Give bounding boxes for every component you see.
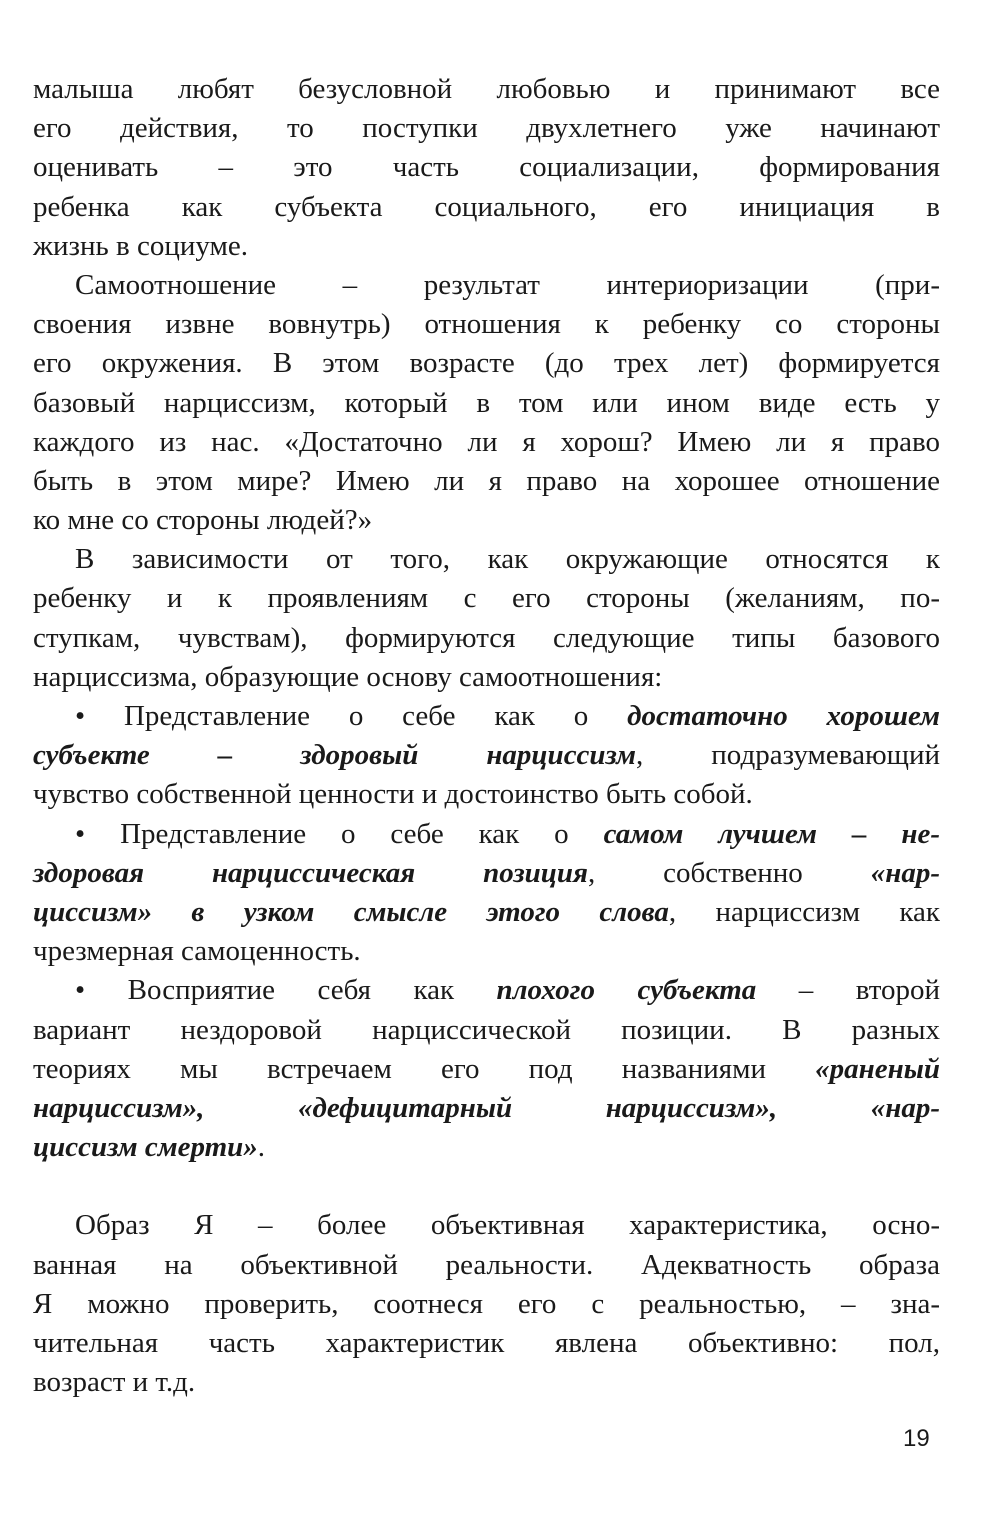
text-span: ванная на объективной реальности. Адекватность образа — [33, 1248, 940, 1281]
text-line — [33, 1324, 940, 1363]
text-span: ко мне со стороны людей?» — [33, 504, 373, 537]
text-span: ступкам, чувствам), формируются следующие типы базового — [33, 621, 940, 654]
text-span: Я можно проверить, соотнеся его с реальностью, – зна- — [33, 1287, 940, 1320]
text-line — [33, 658, 940, 697]
text-span: Самоотношение – результат интериоризации (при- — [75, 268, 940, 301]
text-line — [33, 1246, 940, 1285]
text-span: В зависимости от того, как окружающие относятся к — [75, 543, 940, 576]
text-span: чувство собственной ценности и достоинство быть собой. — [33, 778, 753, 811]
text-line — [33, 188, 940, 227]
text-line — [33, 1285, 940, 1324]
text-span: Образ Я – более объективная характеристика, осно- — [75, 1209, 940, 1242]
paragraph — [33, 1206, 940, 1402]
text-line — [33, 854, 940, 893]
text-line — [33, 775, 940, 814]
text-span: его действия, то поступки двухлетнего уже начинают — [33, 112, 940, 145]
text-span: быть в этом мире? Имею ли я право на хорошее отношение — [33, 464, 940, 497]
paragraph — [33, 266, 940, 540]
text-span: базовый нарциссизм, который в том или ином виде есть у — [33, 386, 940, 419]
emphasized-text: плохого субъекта — [496, 974, 757, 1007]
paragraph-gap — [33, 1167, 940, 1206]
emphasized-text: достаточно хорошем — [627, 700, 940, 732]
paragraph — [33, 815, 940, 972]
text-line — [33, 305, 940, 344]
emphasized-text: циссизм» в узком смысле этого слова — [33, 895, 669, 928]
text-line — [33, 1050, 940, 1089]
text-line — [33, 893, 940, 932]
text-span: чительная часть характеристик явлена объективно: пол, — [33, 1327, 940, 1359]
text-line — [33, 1089, 940, 1128]
text-line — [33, 815, 940, 854]
text-line — [33, 1206, 940, 1245]
emphasized-text: нарциссизм», «дефицитарный нарциссизм», «нар- — [33, 1091, 940, 1124]
paragraph — [33, 971, 940, 1167]
text-line — [33, 932, 940, 971]
text-line — [33, 227, 940, 266]
text-span: , нарциссизм как — [668, 895, 941, 928]
text-line — [33, 579, 940, 618]
text-line — [33, 1363, 940, 1402]
page-number: 19 — [903, 1425, 930, 1452]
text-span: оценивать – это часть социализации, формирования — [33, 151, 940, 184]
page-body-text — [33, 70, 940, 1402]
emphasized-text: «раненый — [815, 1052, 940, 1085]
text-span: чрезмерная самоценность. — [33, 935, 361, 968]
text-line — [33, 70, 940, 109]
text-span: его окружения. В этом возрасте (до трех лет) формируется — [33, 347, 940, 380]
text-span: ребенку и к проявлениям с его стороны (желаниям, по- — [33, 582, 940, 615]
text-span: ребенка как субъекта социального, его инициация в — [33, 190, 940, 223]
text-line — [33, 619, 940, 658]
emphasized-text: циссизм смерти» — [33, 1131, 258, 1164]
text-line — [33, 462, 940, 501]
text-line — [33, 971, 940, 1010]
text-span: • Восприятие себя как — [75, 974, 497, 1007]
paragraph — [33, 697, 940, 815]
text-span: вариант нездоровой нарциссической позиции. В разных — [33, 1013, 940, 1046]
text-line — [33, 344, 940, 383]
text-span: , подразумевающий — [636, 739, 940, 772]
text-line — [33, 1128, 940, 1167]
text-line — [33, 736, 940, 775]
text-span: возраст и т.д. — [33, 1366, 196, 1399]
text-span: – второй — [756, 974, 941, 1007]
text-span: малыша любят безусловной любовью и принимают все — [33, 73, 940, 105]
emphasized-text: самом лучшем – не- — [603, 817, 940, 850]
emphasized-text: «нар- — [870, 856, 940, 889]
text-span: • Представление о себе как о — [75, 817, 604, 850]
text-span: жизнь в социуме. — [33, 229, 248, 262]
emphasized-text: здоровая нарциссическая позиция — [33, 856, 588, 889]
emphasized-text: субъекте – здоровый нарциссизм — [33, 739, 637, 772]
text-span: , собственно — [588, 856, 871, 889]
text-span: каждого из нас. «Достаточно ли я хорош? Имею ли я право — [33, 425, 940, 458]
text-line — [33, 697, 940, 736]
text-line — [33, 1011, 940, 1050]
text-line — [33, 148, 940, 187]
text-span: . — [257, 1131, 265, 1164]
text-line — [33, 384, 940, 423]
text-span: • Представление о себе как о — [75, 700, 628, 732]
text-line — [33, 423, 940, 462]
text-span: теориях мы встречаем его под названиями — [33, 1052, 816, 1085]
paragraph — [33, 70, 940, 266]
text-line — [33, 501, 940, 540]
text-line — [33, 540, 940, 579]
paragraph — [33, 540, 940, 697]
text-line — [33, 109, 940, 148]
text-span: нарциссизма, образующие основу самоотношения: — [33, 660, 663, 693]
text-line — [33, 266, 940, 305]
text-span: своения извне вовнутрь) отношения к ребенку со стороны — [33, 308, 940, 341]
